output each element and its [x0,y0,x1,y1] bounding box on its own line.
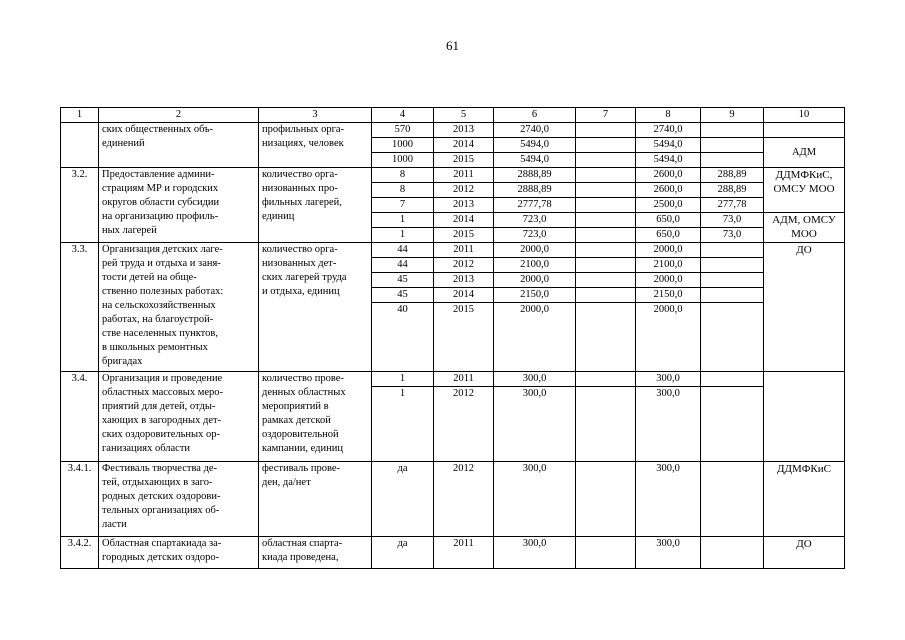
total-amount: 5494,0 [494,153,576,168]
indicator-value: 44 [372,243,434,258]
column-number: 10 [764,108,845,123]
total-amount: 300,0 [494,387,576,462]
indicator-value: 1000 [372,153,434,168]
regional-amount: 2000,0 [636,243,701,258]
federal-amount [576,387,636,462]
year: 2013 [434,123,494,138]
year: 2011 [434,243,494,258]
executor: АДМ [764,138,845,168]
column-number: 5 [434,108,494,123]
activity-name: Организация и проведение областных массовых меро- приятий для детей, отды- хающих в загородных дет- ских оздоровительных ор- ганизациях области [99,372,259,462]
column-number: 7 [576,108,636,123]
column-number: 3 [259,108,372,123]
total-amount: 300,0 [494,372,576,387]
activity-name: Фестиваль творчества де- тей, отдыхающих в заго- родных детских оздорови- тельных организациях об- ласти [99,462,259,537]
local-amount [701,462,764,537]
federal-amount [576,228,636,243]
indicator-value: 1 [372,213,434,228]
indicator-value: 8 [372,168,434,183]
year: 2012 [434,183,494,198]
year: 2015 [434,303,494,372]
total-amount: 2000,0 [494,243,576,258]
local-amount [701,243,764,258]
table-row [61,168,845,183]
total-amount: 2000,0 [494,303,576,372]
indicator-value: да [372,462,434,537]
year: 2012 [434,387,494,462]
program-table [60,107,845,569]
total-amount: 2000,0 [494,273,576,288]
federal-amount [576,288,636,303]
regional-amount: 2500,0 [636,198,701,213]
column-number: 6 [494,108,576,123]
column-number-row [61,108,845,123]
indicator-value: 1 [372,387,434,462]
indicator-value: 1 [372,228,434,243]
year: 2015 [434,228,494,243]
column-number: 9 [701,108,764,123]
activity-name: Областная спартакиада за- городных детских оздоро- [99,537,259,569]
indicator-name: количество орга- низованных дет- ских лагерей труда и отдыха, единиц [259,243,372,372]
indicator-value: 1000 [372,138,434,153]
local-amount: 288,89 [701,168,764,183]
local-amount [701,303,764,372]
table-row [61,243,845,258]
year: 2011 [434,168,494,183]
indicator-value: 40 [372,303,434,372]
regional-amount: 300,0 [636,537,701,569]
total-amount: 2888,89 [494,168,576,183]
table-row [61,462,845,537]
total-amount: 2740,0 [494,123,576,138]
regional-amount: 2150,0 [636,288,701,303]
item-number: 3.4.2. [61,537,99,569]
column-number: 1 [61,108,99,123]
federal-amount [576,198,636,213]
regional-amount: 650,0 [636,213,701,228]
page-number: 61 [446,38,459,53]
federal-amount [576,537,636,569]
regional-amount: 650,0 [636,228,701,243]
executor: АДМ, ОМСУ МОО [764,213,845,243]
federal-amount [576,372,636,387]
local-amount [701,273,764,288]
total-amount: 300,0 [494,462,576,537]
federal-amount [576,303,636,372]
regional-amount: 300,0 [636,372,701,387]
regional-amount: 2000,0 [636,273,701,288]
indicator-value: 570 [372,123,434,138]
total-amount: 2777,78 [494,198,576,213]
local-amount [701,258,764,273]
year: 2011 [434,372,494,387]
indicator-name: областная спарта- киада проведена, [259,537,372,569]
indicator-value: да [372,537,434,569]
regional-amount: 300,0 [636,462,701,537]
item-number [61,123,99,168]
total-amount: 2100,0 [494,258,576,273]
federal-amount [576,168,636,183]
local-amount [701,387,764,462]
executor [764,123,845,138]
local-amount [701,537,764,569]
federal-amount [576,138,636,153]
year: 2014 [434,213,494,228]
federal-amount [576,153,636,168]
regional-amount: 300,0 [636,387,701,462]
total-amount: 5494,0 [494,138,576,153]
regional-amount: 2740,0 [636,123,701,138]
indicator-name: количество орга- низованных про- фильных лагерей, единиц [259,168,372,243]
indicator-value: 45 [372,273,434,288]
item-number: 3.4.1. [61,462,99,537]
federal-amount [576,273,636,288]
regional-amount: 2600,0 [636,183,701,198]
regional-amount: 2600,0 [636,168,701,183]
executor: ДО [764,537,845,569]
federal-amount [576,213,636,228]
indicator-value: 8 [372,183,434,198]
local-amount: 73,0 [701,228,764,243]
regional-amount: 5494,0 [636,138,701,153]
regional-amount: 2100,0 [636,258,701,273]
total-amount: 2150,0 [494,288,576,303]
indicator-value: 44 [372,258,434,273]
table-row [61,123,845,138]
federal-amount [576,462,636,537]
executor: ДДМФКиС [764,462,845,537]
year: 2014 [434,138,494,153]
federal-amount [576,243,636,258]
year: 2011 [434,537,494,569]
local-amount: 73,0 [701,213,764,228]
activity-name: Организация детских лаге- рей труда и отдыха и заня- тости детей на обще- ственно полезных работах: на сельскохозяйственных работах, на благоустрой- стве населенных пунктов, в школьных ремонтных бригадах [99,243,259,372]
federal-amount [576,123,636,138]
local-amount: 277,78 [701,198,764,213]
indicator-name: профильных орга- низациях, человек [259,123,372,168]
item-number: 3.2. [61,168,99,243]
regional-amount: 5494,0 [636,153,701,168]
indicator-value: 45 [372,288,434,303]
column-number: 8 [636,108,701,123]
year: 2013 [434,273,494,288]
federal-amount [576,183,636,198]
year: 2015 [434,153,494,168]
local-amount: 288,89 [701,183,764,198]
activity-name: ских общественных объ- единений [99,123,259,168]
executor: ДО [764,243,845,372]
indicator-name: фестиваль прове- ден, да/нет [259,462,372,537]
executor [764,372,845,462]
year: 2014 [434,288,494,303]
executor: ДДМФКиС, ОМСУ МОО [764,168,845,213]
total-amount: 723,0 [494,228,576,243]
federal-amount [576,258,636,273]
regional-amount: 2000,0 [636,303,701,372]
activity-name: Предоставление админи- страциям МР и городских округов области субсидии на организацию профиль- ных лагерей [99,168,259,243]
local-amount [701,288,764,303]
year: 2013 [434,198,494,213]
indicator-value: 1 [372,372,434,387]
local-amount [701,138,764,153]
local-amount [701,153,764,168]
total-amount: 2888,89 [494,183,576,198]
item-number: 3.3. [61,243,99,372]
column-number: 2 [99,108,259,123]
column-number: 4 [372,108,434,123]
local-amount [701,372,764,387]
total-amount: 300,0 [494,537,576,569]
table-row [61,372,845,387]
local-amount [701,123,764,138]
item-number: 3.4. [61,372,99,462]
year: 2012 [434,462,494,537]
total-amount: 723,0 [494,213,576,228]
year: 2012 [434,258,494,273]
indicator-value: 7 [372,198,434,213]
table-row [61,537,845,569]
indicator-name: количество прове- денных областных мероприятий в рамках детской оздоровительной кампании, единиц [259,372,372,462]
